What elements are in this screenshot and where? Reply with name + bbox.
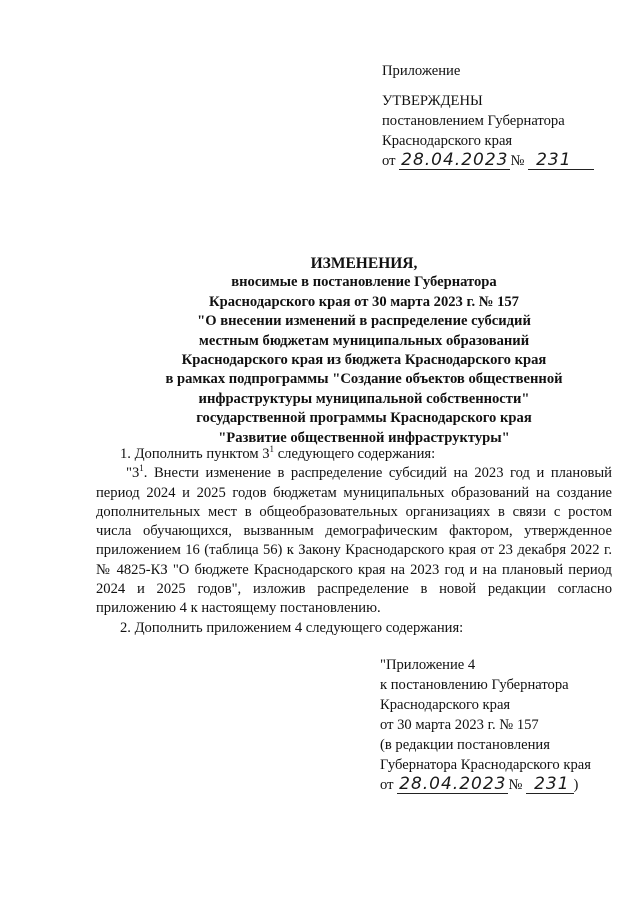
handwritten-date: 28.04.2023 (399, 774, 507, 794)
superscript: 1 (269, 444, 275, 454)
approved-by-line: постановлением Губернатора (382, 113, 565, 129)
title-main: ИЗМЕНЕНИЯ, (310, 255, 418, 272)
date-prefix: от (380, 777, 394, 793)
title-line: Краснодарского края из бюджета Краснодарского края (181, 352, 547, 369)
paragraph-text: 1. Дополнить пунктом 3 (120, 446, 270, 462)
title-line: местным бюджетам муниципальных образований (198, 332, 530, 349)
approval-date-line (382, 151, 632, 171)
paragraph-2 (96, 464, 612, 618)
title-line: "О внесении изменений в распределение субсидий (197, 313, 531, 330)
title-line: инфраструктуры муниципальной собственности" (198, 390, 530, 407)
appendix-line: от 30 марта 2023 г. № 157 (380, 717, 539, 733)
paragraph-3: 2. Дополнить приложением 4 следующего содержания: (120, 619, 464, 636)
paragraph-text: . Внести изменение в распределение субсидий на 2023 год и плановый период 2024 и 2025 годов бюджетам муниципальных образований на создание дополнительных мест в общеобразовательных организациях в связи с ростом числа обучающихся, вызванным демографическим фактором, утвержденное приложением 16 (таблица 56) к Закону Краснодарского края от 23 декабря 2022 г. № 4825-КЗ "О бюджете Краснодарского края на 2023 год и на плановый период 2024 и 2025 годов", изложив распределение в новой редакции согласно приложению 4 к настоящему постановлению. (96, 465, 612, 617)
number-prefix: № (510, 153, 525, 169)
handwritten-number: 231 (526, 775, 573, 794)
number-prefix: № (508, 777, 523, 793)
approved-heading: УТВЕРЖДЕНЫ (382, 93, 483, 109)
paragraph-1 (96, 445, 612, 464)
approval-stamp (382, 61, 632, 171)
appendix-label: Приложение (382, 63, 461, 79)
appendix-line: "Приложение 4 (380, 657, 476, 673)
handwritten-date: 28.04.2023 (401, 150, 509, 170)
title-line: в рамках подпрограммы "Создание объектов общественной (165, 371, 563, 388)
title-line: "Развитие общественной инфраструктуры" (218, 429, 510, 446)
paragraph-text: "3 (126, 465, 140, 482)
appendix-line: Краснодарского края (380, 697, 511, 713)
document-title (90, 254, 638, 448)
superscript: 1 (139, 463, 144, 474)
handwritten-number: 231 (528, 151, 593, 170)
approved-region-line: Краснодарского края (382, 133, 513, 149)
title-line: государственной программы Краснодарского края (196, 410, 532, 427)
appendix-line: (в редакции постановления (380, 737, 550, 753)
paragraph-text: следующего содержания: (274, 446, 436, 462)
title-line: вносимые в постановление Губернатора (231, 274, 497, 291)
appendix-line: Губернатора Краснодарского края (380, 757, 591, 773)
appendix-line: к постановлению Губернатора (380, 677, 569, 693)
document-body (96, 445, 612, 638)
appendix-date-line (380, 775, 630, 795)
title-line: Краснодарского края от 30 марта 2023 г. № 157 (209, 293, 519, 310)
appendix-header (380, 655, 630, 795)
closing-paren: ) (573, 777, 579, 793)
date-prefix: от (382, 153, 396, 169)
